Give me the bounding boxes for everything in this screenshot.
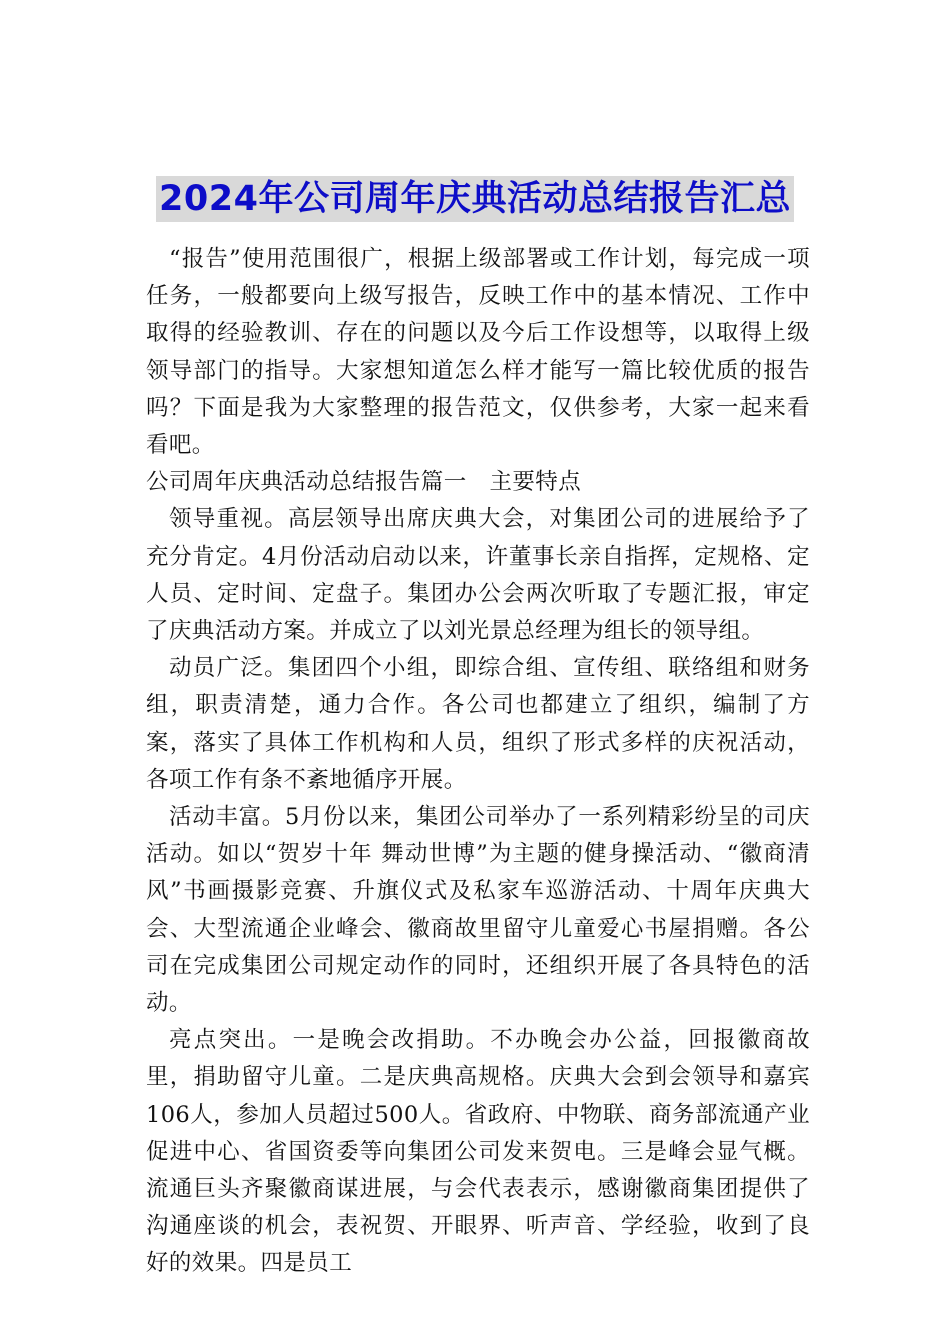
section-heading: 公司周年庆典活动总结报告篇一 主要特点 [146,469,582,496]
paragraph-mobilization: 动员广泛。集团四个小组，即综合组、宣传组、联络组和财务组，职责清楚，通力合作。各公司也都建立了组织，编制了方案，落实了具体工作机构和人员，组织了形式多样的庆祝活动，各项工作有条不紊地循序开展。 [146,655,810,793]
title-container [0,176,950,222]
paragraph-highlights: 亮点突出。一是晚会改捐助。不办晚会办公益，回报徽商故里，捐助留守儿童。二是庆典高规格。庆典大会到会领导和嘉宾106人，参加人员超过500人。省政府、中物联、商务部流通产业促进中心、省国资委等向集团公司发来贺电。三是峰会显气概。流通巨头齐聚徽商谋进展，与会代表表示，感谢徽商集团提供了沟通座谈的机会，表祝贺、开眼界、听声音、学经验，收到了良好的效果。四是员工 [146,1027,810,1277]
intro-paragraph: “报告”使用范围很广，根据上级部署或工作计划，每完成一项任务，一般都要向上级写报告，反映工作中的基本情况、工作中取得的经验教训、存在的问题以及今后工作设想等，以取得上级领导部门的指导。大家想知道怎么样才能写一篇比较优质的报告吗？下面是我为大家整理的报告范文，仅供参考，大家一起来看看吧。 [146,246,810,459]
paragraph-activities: 活动丰富。5月份以来，集团公司举办了一系列精彩纷呈的司庆活动。如以“贺岁十年 舞动世博”为主题的健身操活动、“徽商清风”书画摄影竞赛、升旗仪式及私家车巡游活动、十周年庆典大会、大型流通企业峰会、徽商故里留守儿童爱心书屋捐赠。各公司在完成集团公司规定动作的同时，还组织开展了各具特色的活动。 [146,804,810,1017]
document-body [146,241,810,1283]
paragraph-leadership: 领导重视。高层领导出席庆典大会，对集团公司的进展给予了充分肯定。4月份活动启动以来，许董事长亲自指挥，定规格、定人员、定时间、定盘子。集团办公会两次听取了专题汇报，审定了庆典活动方案。并成立了以刘光景总经理为组长的领导组。 [146,506,810,645]
document-title: 2024年公司周年庆典活动总结报告汇总 [156,176,794,222]
